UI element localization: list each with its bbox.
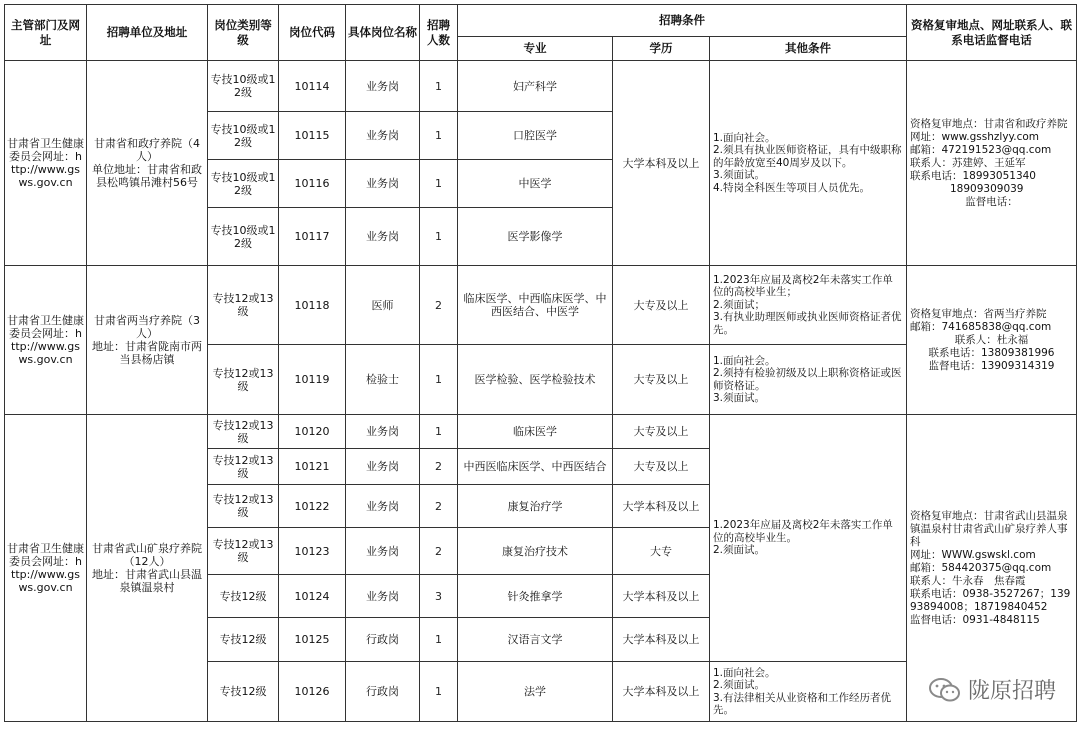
condition-line: 2.须具有执业医师资格证，具有中级职称的年龄放宽至40周岁及以下。	[713, 144, 902, 169]
table-row	[5, 266, 1077, 345]
other-conditions-cell	[710, 415, 907, 662]
header-level: 岗位类别等级	[208, 5, 279, 61]
count-cell: 1	[420, 112, 458, 160]
code-cell: 10121	[279, 449, 346, 485]
post-cell: 业务岗	[346, 575, 420, 618]
other-conditions-cell	[710, 345, 907, 415]
count-cell: 1	[420, 662, 458, 722]
edu-cell: 大学本科及以上	[613, 485, 710, 528]
major-cell: 医学检验、医学检验技术	[458, 345, 613, 415]
other-conditions-cell	[710, 61, 907, 266]
watermark	[928, 674, 1056, 705]
dept-cell: 甘肃省卫生健康委员会网址：http://www.gsws.gov.cn	[5, 415, 87, 722]
code-cell: 10114	[279, 61, 346, 112]
dept-cell: 甘肃省卫生健康委员会网址：http://www.gsws.gov.cn	[5, 266, 87, 415]
condition-line: 1.2023年应届及离校2年未落实工作单位的高校毕业生。	[713, 519, 893, 544]
level-cell: 专技12级	[208, 618, 279, 662]
header-edu: 学历	[613, 37, 710, 61]
count-cell: 1	[420, 415, 458, 449]
contact-line: 邮箱：741685838@qq.com	[910, 320, 1052, 333]
major-cell: 法学	[458, 662, 613, 722]
major-cell: 针灸推拿学	[458, 575, 613, 618]
condition-line: 1.面向社会。	[713, 131, 776, 144]
major-cell: 中西医临床医学、中西医结合	[458, 449, 613, 485]
post-cell: 业务岗	[346, 61, 420, 112]
unit-address: 单位地址：甘肃省和政县松鸣镇吊滩村56号	[92, 163, 202, 189]
level-cell: 专技12或13级	[208, 528, 279, 575]
unit-cell	[87, 61, 208, 266]
condition-line: 3.须面试。	[713, 169, 766, 182]
major-cell: 康复治疗学	[458, 485, 613, 528]
condition-line: 3.须面试。	[713, 392, 766, 404]
unit-cell	[87, 415, 208, 722]
wechat-icon	[928, 676, 962, 704]
major-cell: 中医学	[458, 160, 613, 208]
header-code: 岗位代码	[279, 5, 346, 61]
major-cell: 医学影像学	[458, 208, 613, 266]
level-cell: 专技12或13级	[208, 345, 279, 415]
unit-cell	[87, 266, 208, 415]
post-cell: 业务岗	[346, 112, 420, 160]
contact-line: 网址：WWW.gswskl.com	[910, 548, 1036, 561]
post-cell: 业务岗	[346, 449, 420, 485]
code-cell: 10126	[279, 662, 346, 722]
post-cell: 医师	[346, 266, 420, 345]
other-conditions-cell	[710, 266, 907, 345]
level-cell: 专技12级	[208, 575, 279, 618]
code-cell: 10124	[279, 575, 346, 618]
condition-line: 2.须持有检验初级及以上职称资格证或医师资格证。	[713, 367, 902, 392]
contact-line: 联系电话：18993051340	[910, 169, 1036, 182]
condition-line: 3.有执业助理医师或执业医师资格证者优先。	[713, 311, 902, 336]
unit-name: 甘肃省武山矿泉疗养院（12人）	[92, 542, 202, 568]
table-row	[5, 61, 1077, 112]
header-contact: 资格复审地点、网址联系人、联系电话监督电话	[907, 5, 1077, 61]
major-cell: 口腔医学	[458, 112, 613, 160]
level-cell: 专技10级或12级	[208, 160, 279, 208]
contact-line: 联系人：苏建婷、王延军	[910, 156, 1026, 169]
post-cell: 业务岗	[346, 415, 420, 449]
count-cell: 1	[420, 345, 458, 415]
contact-cell	[907, 61, 1077, 266]
code-cell: 10120	[279, 415, 346, 449]
count-cell: 3	[420, 575, 458, 618]
contact-line: 资格复审地点：甘肃省武山县温泉镇温泉村甘肃省武山矿泉疗养人事科	[910, 509, 1068, 548]
post-cell: 行政岗	[346, 618, 420, 662]
condition-line: 1.面向社会。	[713, 666, 776, 679]
header-count: 招聘人数	[420, 5, 458, 61]
condition-line: 2.须面试。	[713, 544, 766, 557]
code-cell: 10117	[279, 208, 346, 266]
contact-line: 邮箱：472191523@qq.com	[910, 143, 1052, 156]
level-cell: 专技12或13级	[208, 449, 279, 485]
condition-line: 1.2023年应届及离校2年未落实工作单位的高校毕业生；	[713, 273, 893, 299]
edu-cell: 大专	[613, 528, 710, 575]
count-cell: 1	[420, 61, 458, 112]
count-cell: 1	[420, 208, 458, 266]
condition-line: 1.面向社会。	[713, 354, 776, 367]
unit-address: 地址：甘肃省武山县温泉镇温泉村	[92, 568, 202, 594]
unit-name: 甘肃省两当疗养院（3人）	[94, 314, 200, 340]
dept-cell: 甘肃省卫生健康委员会网址：http://www.gsws.gov.cn	[5, 61, 87, 266]
contact-line: 资格复审地点：甘肃省和政疗养院	[910, 117, 1068, 130]
major-cell: 汉语言文学	[458, 618, 613, 662]
level-cell: 专技12或13级	[208, 266, 279, 345]
contact-line: 网址：www.gsshzlyy.com	[910, 130, 1040, 143]
edu-cell: 大学本科及以上	[613, 662, 710, 722]
level-cell: 专技12级	[208, 662, 279, 722]
contact-line: 联系人：牛永春 焦春霞	[910, 574, 1026, 587]
edu-cell: 大专及以上	[613, 449, 710, 485]
count-cell: 2	[420, 485, 458, 528]
table-row	[5, 415, 1077, 449]
count-cell: 1	[420, 160, 458, 208]
contact-cell	[907, 266, 1077, 415]
count-cell: 2	[420, 449, 458, 485]
level-cell: 专技10级或12级	[208, 208, 279, 266]
edu-cell: 大专及以上	[613, 266, 710, 345]
contact-line: 监督电话：	[965, 195, 1018, 208]
edu-cell: 大学本科及以上	[613, 61, 710, 266]
header-post: 具体岗位名称	[346, 5, 420, 61]
unit-address: 地址：甘肃省陇南市两当县杨店镇	[92, 340, 202, 366]
header-major: 专业	[458, 37, 613, 61]
count-cell: 2	[420, 528, 458, 575]
header-other: 其他条件	[710, 37, 907, 61]
edu-cell: 大学本科及以上	[613, 575, 710, 618]
level-cell: 专技10级或12级	[208, 112, 279, 160]
unit-name: 甘肃省和政疗养院（4人）	[94, 137, 200, 163]
post-cell: 行政岗	[346, 662, 420, 722]
code-cell: 10125	[279, 618, 346, 662]
condition-line: 2.须面试。	[713, 679, 766, 691]
other-conditions-cell	[710, 662, 907, 722]
count-cell: 1	[420, 618, 458, 662]
code-cell: 10118	[279, 266, 346, 345]
contact-line: 邮箱：584420375@qq.com	[910, 561, 1052, 574]
post-cell: 检验士	[346, 345, 420, 415]
header-unit: 招聘单位及地址	[87, 5, 208, 61]
edu-cell: 大专及以上	[613, 345, 710, 415]
edu-cell: 大专及以上	[613, 415, 710, 449]
code-cell: 10123	[279, 528, 346, 575]
major-cell: 临床医学	[458, 415, 613, 449]
code-cell: 10116	[279, 160, 346, 208]
level-cell: 专技10级或12级	[208, 61, 279, 112]
contact-line: 联系人：杜永福	[954, 333, 1029, 346]
code-cell: 10122	[279, 485, 346, 528]
contact-line: 联系电话：13809381996	[928, 346, 1055, 359]
condition-line: 3.有法律相关从业资格和工作经历者优先。	[713, 691, 892, 716]
major-cell: 康复治疗技术	[458, 528, 613, 575]
contact-line: 监督电话：13909314319	[928, 359, 1055, 372]
contact-line: 监督电话：0931-4848115	[910, 613, 1040, 626]
contact-line: 资格复审地点：省两当疗养院	[910, 307, 1047, 320]
count-cell: 2	[420, 266, 458, 345]
header-conditions: 招聘条件	[458, 5, 907, 37]
level-cell: 专技12或13级	[208, 485, 279, 528]
condition-line: 2.须面试；	[713, 298, 766, 311]
code-cell: 10119	[279, 345, 346, 415]
post-cell: 业务岗	[346, 485, 420, 528]
condition-line: 4.特岗全科医生等项目人员优先。	[713, 181, 871, 194]
post-cell: 业务岗	[346, 208, 420, 266]
contact-line: 18909309039	[950, 182, 1024, 195]
contact-line: 联系电话：0938-3527267；13993894008；18719840452	[910, 587, 1071, 613]
post-cell: 业务岗	[346, 160, 420, 208]
post-cell: 业务岗	[346, 528, 420, 575]
watermark-text: 陇原招聘	[967, 679, 1056, 704]
header-dept: 主管部门及网址	[5, 5, 87, 61]
recruitment-table	[4, 4, 1077, 722]
level-cell: 专技12或13级	[208, 415, 279, 449]
code-cell: 10115	[279, 112, 346, 160]
major-cell: 妇产科学	[458, 61, 613, 112]
edu-cell: 大学本科及以上	[613, 618, 710, 662]
major-cell: 临床医学、中西临床医学、中西医结合、中医学	[458, 266, 613, 345]
